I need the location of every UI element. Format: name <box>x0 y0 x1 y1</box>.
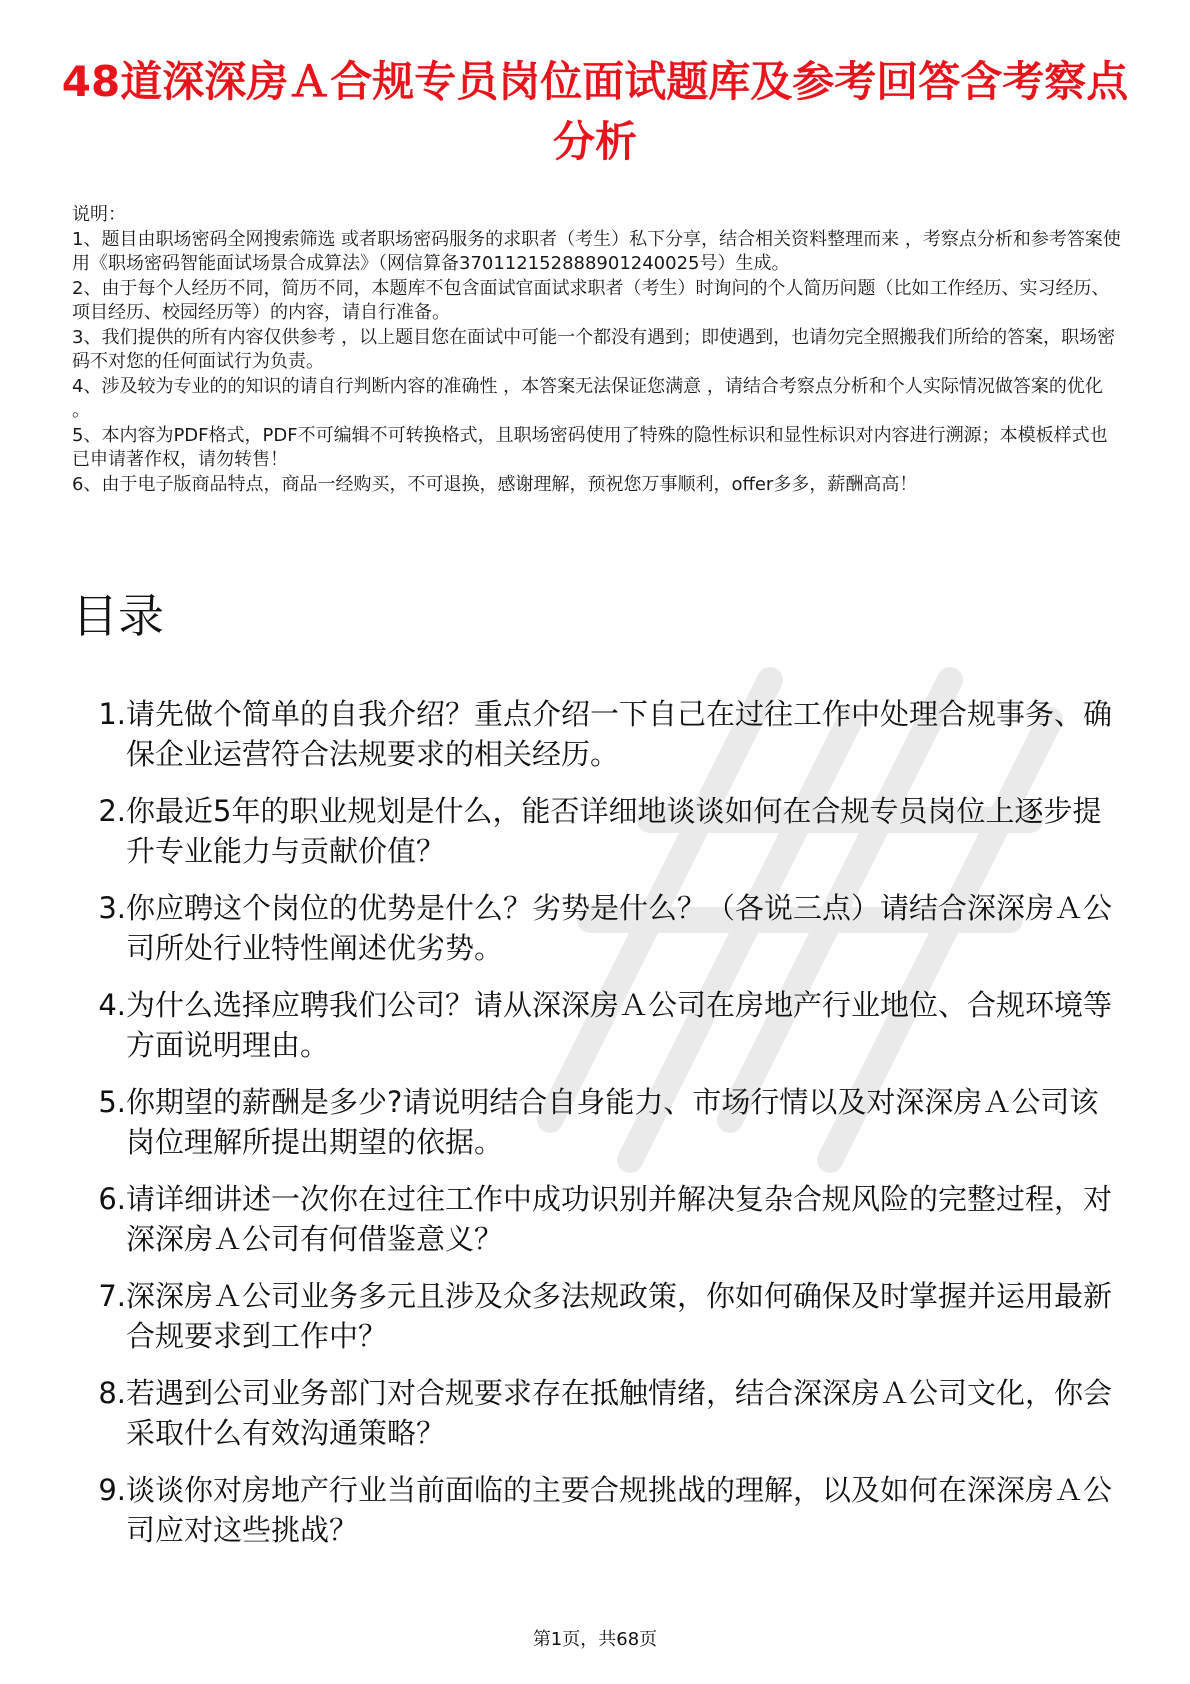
note-item: 2、由于每个人经历不同，简历不同，本题库不包含面试官面试求职者（考生）时询问的个人简历问题（比如工作经历、实习经历、项目经历、校园经历等）的内容，请自行准备。 <box>72 277 1110 323</box>
toc-item-link[interactable]: 若遇到公司业务部门对合规要求存在抵触情绪，结合深深房Ａ公司文化，你会采取什么有效沟通策略？ <box>126 1376 1113 1450</box>
notes-heading: 说明： <box>72 204 126 225</box>
toc-item <box>72 1470 1132 1567</box>
toc-item-number: 2. <box>98 794 126 828</box>
page-number-footer: 第1页，共68页 <box>532 1629 658 1650</box>
note-item: 4、涉及较为专业的的知识的请自行判断内容的准确性 ，本答案无法保证您满意 ，请结合考察点分析和个人实际情况做答案的优化 。 <box>72 375 1103 421</box>
toc-item-link[interactable]: 为什么选择应聘我们公司？请从深深房Ａ公司在房地产行业地位、合规环境等方面说明理由。 <box>126 988 1113 1062</box>
toc-item-number: 8. <box>98 1376 126 1410</box>
toc-item-number: 3. <box>98 891 126 925</box>
toc-item <box>72 888 1132 985</box>
note-item: 3、我们提供的所有内容仅供参考 ，以上题目您在面试中可能一个都没有遇到；即使遇到，也请勿完全照搬我们所给的答案，职场密码不对您的任何面试行为负责。 <box>72 326 1116 372</box>
toc-item-number: 1. <box>98 697 126 731</box>
notes-block <box>72 203 1122 497</box>
toc-item <box>72 694 1132 791</box>
toc-item-link[interactable]: 请先做个简单的自我介绍？重点介绍一下自己在过往工作中处理合规事务、确保企业运营符合法规要求的相关经历。 <box>126 697 1113 771</box>
toc-item <box>72 791 1132 888</box>
toc-item-number: 7. <box>98 1279 126 1313</box>
toc-item-number: 6. <box>98 1182 126 1216</box>
toc-list <box>72 694 1132 1567</box>
toc-heading: 目录 <box>72 589 164 643</box>
toc-item <box>72 985 1132 1082</box>
toc-item <box>72 1179 1132 1276</box>
note-item: 1、题目由职场密码全网搜索筛选 或者职场密码服务的求职者（考生）私下分享，结合相关资料整理而来 ，考察点分析和参考答案使用《职场密码智能面试场景合成算法》（网信算备370112152888901240025号）生成。 <box>72 228 1121 274</box>
toc-item-link[interactable]: 你最近5年的职业规划是什么，能否详细地谈谈如何在合规专员岗位上逐步提升专业能力与贡献价值？ <box>126 794 1102 868</box>
toc-item-link[interactable]: 深深房Ａ公司业务多元且涉及众多法规政策，你如何确保及时掌握并运用最新合规要求到工作中？ <box>126 1279 1113 1353</box>
note-item: 5、本内容为PDF格式，PDF不可编辑不可转换格式，且职场密码使用了特殊的隐性标识和显性标识对内容进行溯源；本模板样式也已申请著作权，请勿转售！ <box>72 424 1108 470</box>
toc-item-number: 4. <box>98 988 126 1022</box>
toc-item-number: 5. <box>98 1085 126 1119</box>
toc-item-link[interactable]: 你期望的薪酬是多少?请说明结合自身能力、市场行情以及对深深房Ａ公司该岗位理解所提出期望的依据。 <box>126 1085 1099 1159</box>
note-item: 6、由于电子版商品特点，商品一经购买，不可退换，感谢理解，预祝您万事顺利，offer多多，薪酬高高！ <box>72 473 918 495</box>
toc-item-number: 9. <box>98 1473 126 1507</box>
toc-item <box>72 1276 1132 1373</box>
toc-item-link[interactable]: 请详细讲述一次你在过往工作中成功识别并解决复杂合规风险的完整过程，对深深房Ａ公司有何借鉴意义？ <box>126 1182 1113 1256</box>
toc-item <box>72 1373 1132 1470</box>
toc-item-link[interactable]: 谈谈你对房地产行业当前面临的主要合规挑战的理解，以及如何在深深房Ａ公司应对这些挑战？ <box>126 1473 1113 1547</box>
document-title: 48道深深房Ａ合规专员岗位面试题库及参考回答含考察点分析 <box>61 57 1129 166</box>
toc-item-link[interactable]: 你应聘这个岗位的优势是什么？劣势是什么？（各说三点）请结合深深房Ａ公司所处行业特性阐述优劣势。 <box>126 891 1113 965</box>
toc-item <box>72 1082 1132 1179</box>
